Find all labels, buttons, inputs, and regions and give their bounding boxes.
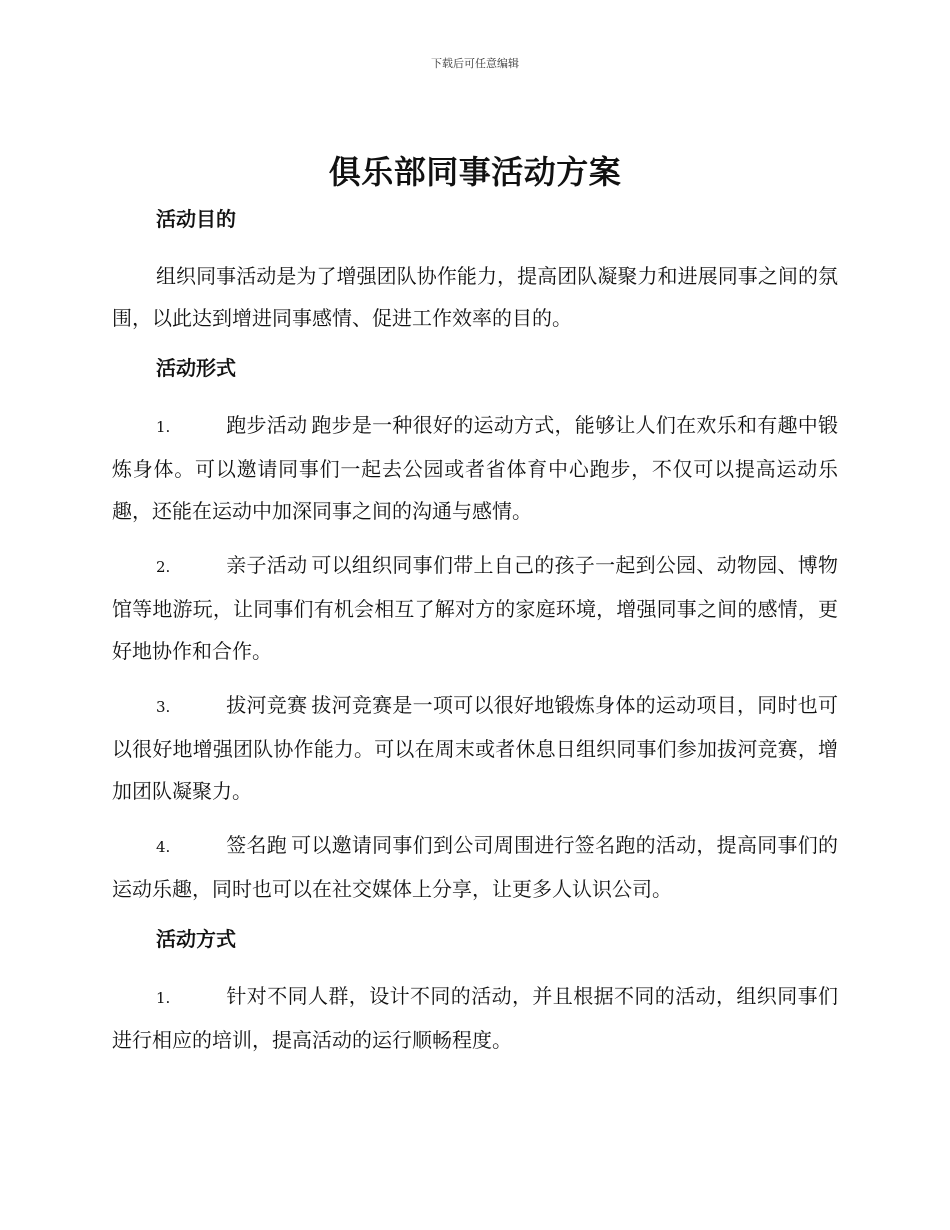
list-item: [112, 404, 838, 532]
list-item: [112, 684, 838, 812]
header-note: 下载后可任意编辑: [431, 57, 519, 70]
section-heading-forms: 活动形式: [156, 356, 236, 380]
document-body: [112, 202, 838, 1073]
section-heading-purpose: 活动目的: [156, 207, 236, 231]
list-item-text: 拔河竞赛是一项可以很好地锻炼身体的运动项目，同时也可以很好地增强团队协作能力。可以在周末或者休息日组织同事们参加拔河竞赛，增加团队凝聚力。: [112, 693, 839, 803]
list-item: [112, 824, 838, 910]
list-item-lead: 跑步活动: [226, 413, 308, 437]
document-title: 俱乐部同事活动方案: [328, 153, 622, 191]
list-item-lead: 签名跑: [226, 833, 288, 857]
list-item-text: 跑步是一种很好的运动方式，能够让人们在欢乐和有趣中锻炼身体。可以邀请同事们一起去公园或者省体育中心跑步，不仅可以提高运动乐趣，还能在运动中加深同事之间的沟通与感情。: [112, 413, 839, 523]
purpose-paragraph: 组织同事活动是为了增强团队协作能力，提高团队凝聚力和进展同事之间的氛围，以此达到增进同事感情、促进工作效率的目的。: [112, 264, 838, 330]
list-item-lead: 拔河竞赛: [226, 693, 308, 717]
list-item-number: 2.: [156, 558, 171, 576]
section-heading-methods: 活动方式: [156, 927, 236, 951]
list-item-text: 针对不同人群，设计不同的活动，并且根据不同的活动，组织同事们进行相应的培训，提高活动的运行顺畅程度。: [112, 984, 838, 1052]
list-item-lead: 亲子活动: [226, 553, 308, 577]
list-item-text: 可以组织同事们带上自己的孩子一起到公园、动物园、博物馆等地游玩，让同事们有机会相互了解对方的家庭环境，增强同事之间的感情，更好地协作和合作。: [112, 553, 839, 663]
list-item-number: 4.: [156, 838, 171, 856]
list-item: [112, 975, 838, 1061]
list-item: [112, 544, 838, 672]
list-item-number: 1.: [156, 418, 171, 436]
list-item-number: 3.: [156, 698, 171, 716]
list-item-number: 1.: [156, 989, 171, 1007]
list-item-text: 可以邀请同事们到公司周围进行签名跑的活动，提高同事们的运动乐趣，同时也可以在社交媒体上分享，让更多人认识公司。: [112, 833, 839, 901]
